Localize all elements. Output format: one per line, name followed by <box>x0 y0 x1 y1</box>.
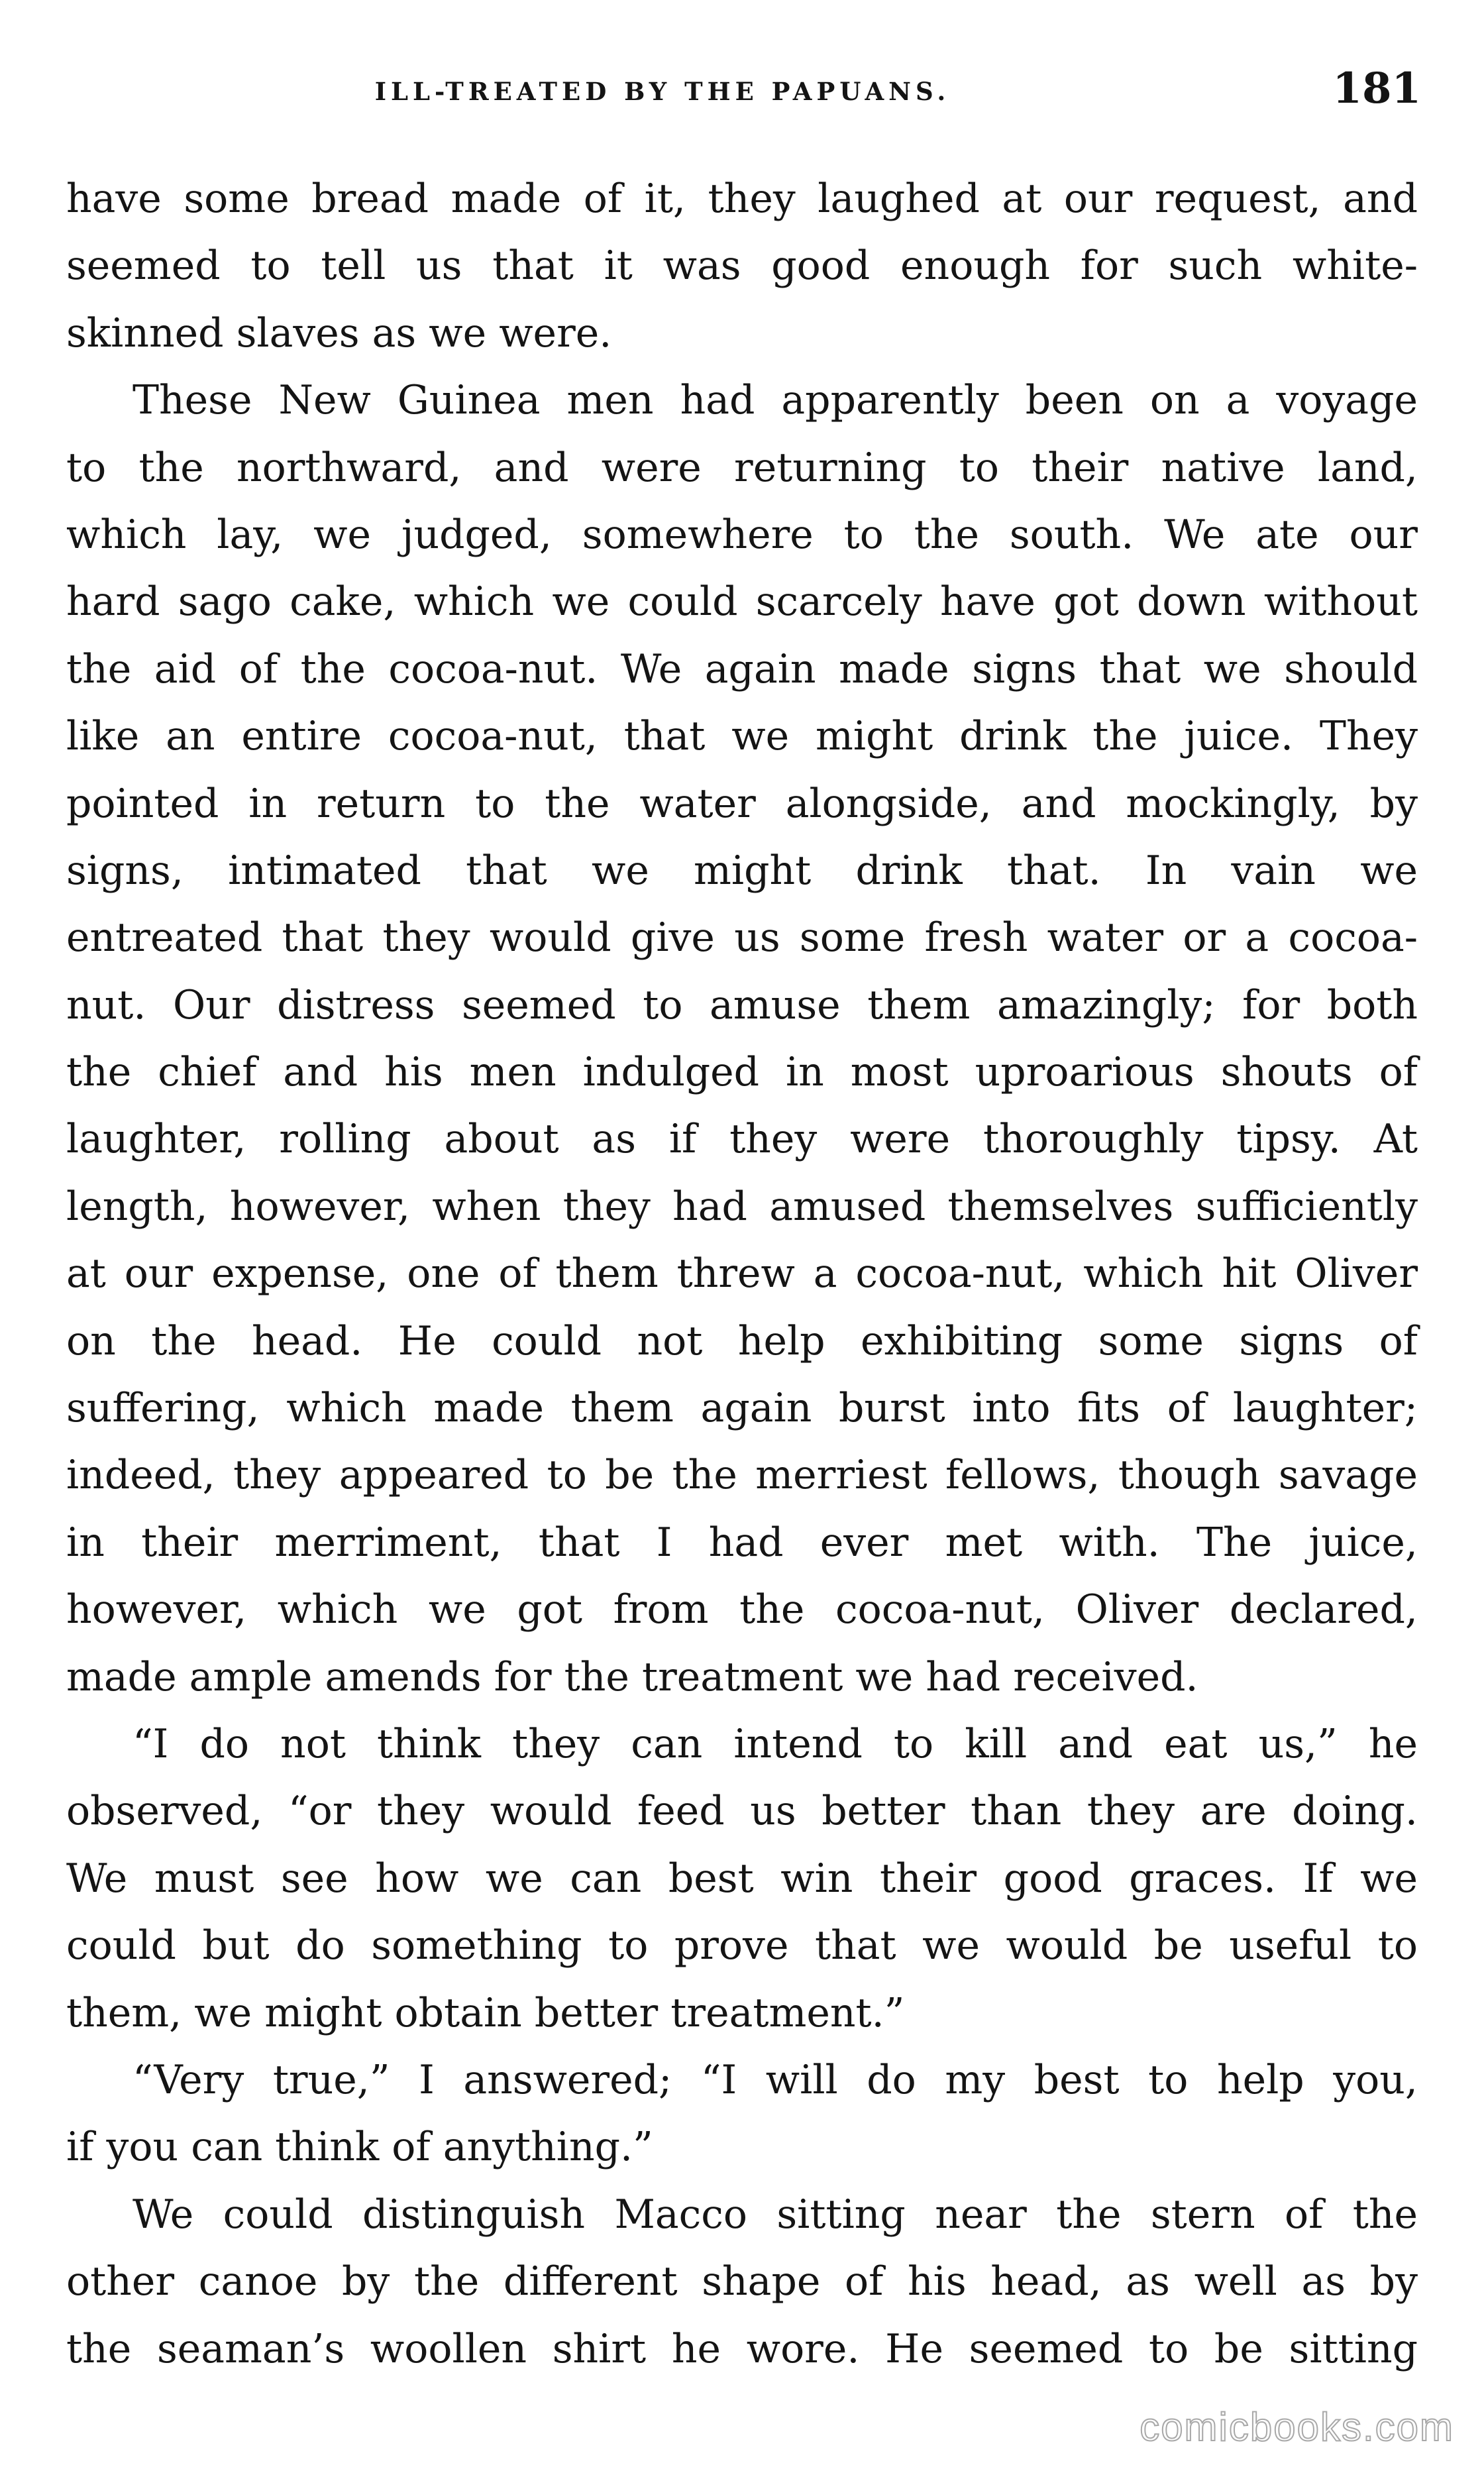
text-line: which lay, we judged, somewhere to the south. We ate our <box>66 511 1418 558</box>
running-head <box>0 64 1484 117</box>
text-line: nut. Our distress seemed to amuse them amazingly; for both <box>66 981 1418 1028</box>
text-line: other canoe by the different shape of his head, as well as by <box>66 2258 1418 2305</box>
text-line: indeed, they appeared to be the merriest fellows, though savage <box>66 1452 1418 1499</box>
text-line: however, which we got from the cocoa-nut, Oliver declared, <box>66 1586 1418 1633</box>
text-line: could but do something to prove that we would be useful to <box>66 1922 1418 1969</box>
text-line: the seaman’s woollen shirt he wore. He seemed to be sitting <box>66 2325 1418 2372</box>
text-line: made ample amends for the treatment we had received. <box>66 1653 1198 1700</box>
text-line: We could distinguish Macco sitting near the stern of the <box>132 2191 1418 2238</box>
text-line: have some bread made of it, they laughed at our request, and <box>66 176 1418 222</box>
text-line: hard sago cake, which we could scarcely have got down without <box>66 578 1418 626</box>
page-number: 181 <box>1332 64 1421 113</box>
text-line: We must see how we can best win their good graces. If we <box>66 1855 1418 1902</box>
text-line: the chief and his men indulged in most uproarious shouts of <box>66 1049 1418 1096</box>
running-title: ILL-TREATED BY THE PAPUANS. <box>374 77 951 106</box>
text-line: “Very true,” I answered; “I will do my best to help you, <box>132 2056 1418 2103</box>
text-line: the aid of the cocoa-nut. We again made signs that we should <box>66 645 1418 692</box>
text-line: observed, “or they would feed us better than they are doing. <box>66 1788 1418 1835</box>
text-line: like an entire cocoa-nut, that we might drink the juice. They <box>66 713 1418 760</box>
text-line: them, we might obtain better treatment.” <box>66 1989 905 2036</box>
text-line: laughter, rolling about as if they were thoroughly tipsy. At <box>66 1116 1418 1163</box>
text-line: seemed to tell us that it was good enough for such white- <box>66 243 1418 290</box>
text-line: in their merriment, that I had ever met with. The juice, <box>66 1519 1418 1566</box>
text-line: on the head. He could not help exhibiting some signs of <box>66 1317 1418 1364</box>
text-line: suffering, which made them again burst into fits of laughter; <box>66 1385 1418 1432</box>
text-line: at our expense, one of them threw a cocoa-nut, which hit Oliver <box>66 1250 1418 1297</box>
text-line: entreated that they would give us some fresh water or a cocoa- <box>66 914 1418 962</box>
text-line: “I do not think they can intend to kill and eat us,” he <box>132 1720 1418 1767</box>
text-line: signs, intimated that we might drink that. In vain we <box>66 847 1418 894</box>
text-line: pointed in return to the water alongside, and mockingly, by <box>66 780 1418 827</box>
watermark: comicbooks.com <box>1140 2405 1454 2449</box>
text-line: These New Guinea men had apparently been on a voyage <box>132 377 1418 424</box>
text-line: to the northward, and were returning to their native land, <box>66 444 1418 491</box>
body-text <box>66 166 1418 2383</box>
text-line: length, however, when they had amused themselves sufficiently <box>66 1183 1418 1230</box>
text-line: skinned slaves as we were. <box>66 309 612 357</box>
text-line: if you can think of anything.” <box>66 2124 653 2171</box>
